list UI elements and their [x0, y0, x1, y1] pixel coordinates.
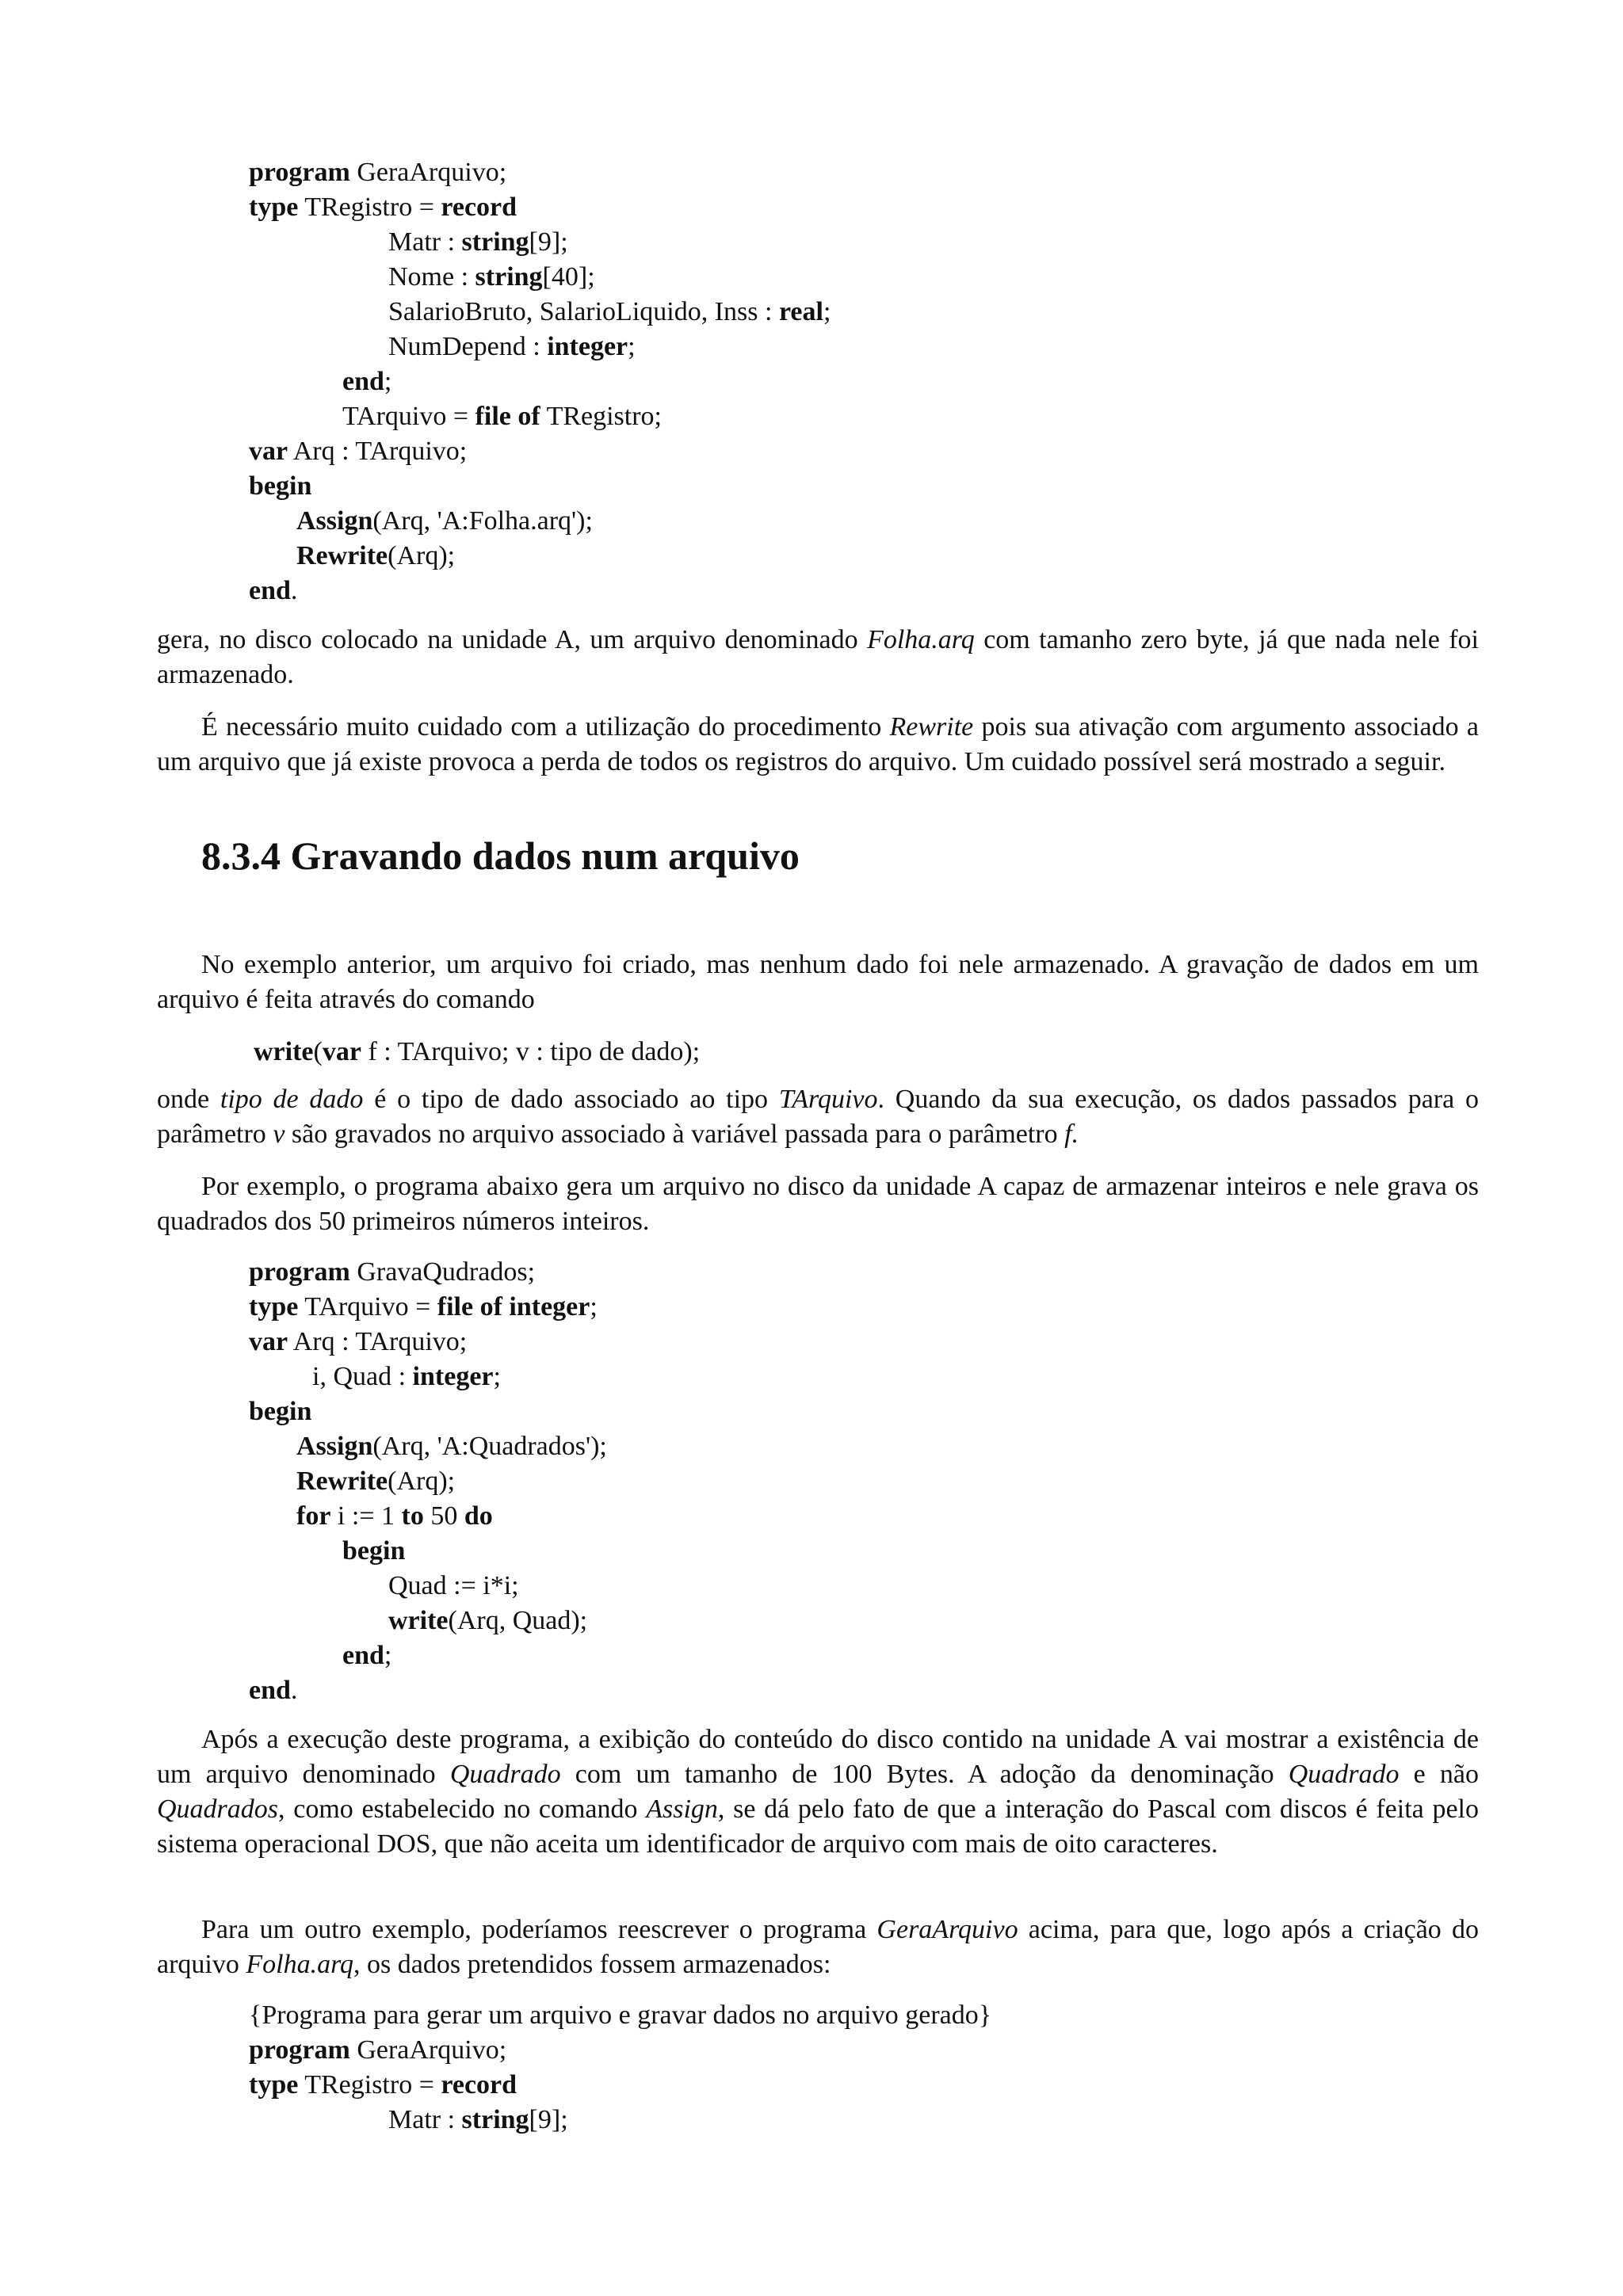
code-line [312, 1360, 501, 1394]
text-run: ; [384, 367, 392, 396]
code-comment-line [249, 1998, 991, 2033]
code-line [388, 330, 636, 364]
code-line [388, 260, 595, 295]
keyword-text: real [778, 297, 823, 326]
text-run: ; [823, 297, 831, 326]
keyword-text: Assign [296, 506, 373, 536]
keyword-text: program [249, 158, 350, 187]
code-line [249, 1673, 297, 1708]
code-line [342, 399, 662, 434]
code-line [296, 539, 455, 574]
keyword-text: string [475, 262, 543, 292]
text-run: [9]; [529, 2105, 568, 2134]
text-run: Após a execução deste programa, a exibição do conteúdo do disco contido na unidade A vai mostrar a existência de um arquivo denominado [157, 1725, 1479, 1789]
code-line [249, 1394, 311, 1429]
text-run: GeraArquivo; [349, 158, 507, 187]
text-run: onde [157, 1085, 220, 1114]
text-run: ; [384, 1641, 392, 1670]
paragraph-another-example [157, 1913, 1479, 1982]
emphasis-text: Quadrados [157, 1794, 279, 1824]
keyword-text: integer [547, 332, 628, 361]
text-run: ; [628, 332, 636, 361]
text-run: No exemplo anterior, um arquivo foi criado, mas nenhum dado foi nele armazenado. A gravação de dados em um arquivo é feita através do comando [157, 950, 1479, 1014]
code-line [249, 2068, 517, 2103]
paragraph-execution-result [157, 1722, 1479, 1862]
text-run: . [290, 576, 298, 605]
text-run: gera, no disco colocado na unidade A, um arquivo denominado [157, 625, 868, 654]
text-run: GeraArquivo; [349, 2035, 507, 2065]
keyword-text: begin [342, 1536, 406, 1566]
text-run: TArquivo = [298, 1292, 437, 1322]
code-line [296, 504, 593, 539]
text-run: f : TArquivo; v : tipo de dado); [361, 1037, 701, 1066]
paragraph-gera-description [157, 623, 1479, 692]
code-line [388, 225, 568, 260]
code-line [296, 1499, 493, 1534]
text-run: (Arq); [388, 1466, 456, 1496]
code-line [249, 190, 517, 225]
code-line [388, 1569, 519, 1604]
keyword-text: file of integer [437, 1292, 590, 1322]
keyword-text: file of [475, 402, 540, 431]
text-run: ; [493, 1362, 501, 1391]
text-run: (Arq, 'A:Folha.arq'); [372, 506, 593, 536]
text-run: TRegistro; [540, 402, 663, 431]
paragraph-example-intro [157, 1169, 1479, 1239]
text-run: [40]; [542, 262, 595, 292]
text-run: TRegistro = [298, 193, 441, 222]
keyword-text: integer [412, 1362, 494, 1391]
code-line [249, 434, 467, 469]
emphasis-text: Quadrado [1288, 1760, 1400, 1789]
text-run: Arq : TArquivo; [288, 437, 468, 466]
keyword-text: record [441, 193, 517, 222]
text-run: NumDepend : [388, 332, 548, 361]
keyword-text: string [461, 2105, 529, 2134]
text-run: , como estabelecido no comando [278, 1794, 647, 1824]
code-line [342, 1534, 405, 1569]
keyword-text: Assign [296, 1432, 373, 1461]
keyword-text: Rewrite [296, 1466, 388, 1496]
emphasis-text: GeraArquivo [876, 1915, 1018, 1944]
text-run: são gravados no arquivo associado à variável passada para o parâmetro [285, 1119, 1065, 1149]
text-run: i := 1 [330, 1501, 402, 1531]
text-run: com tamanho zero byte, já que nada nele foi armazenado. [157, 625, 1479, 689]
emphasis-text: tipo de dado [220, 1085, 364, 1114]
text-run: TArquivo = [342, 402, 475, 431]
text-run: pois sua ativação com argumento associado a um arquivo que já existe provoca a perda de todos os registros do arquivo. Um cuidado possível será mostrado a seguir. [157, 712, 1479, 776]
keyword-text: var [249, 1327, 288, 1356]
emphasis-text: Quadrado [449, 1760, 561, 1789]
text-run: (Arq, Quad); [448, 1606, 588, 1635]
text-run: . Quando da sua execução, os dados passados para o parâmetro [157, 1085, 1479, 1149]
keyword-text: type [249, 1292, 299, 1322]
code-line [249, 1325, 467, 1360]
text-run: ( [313, 1037, 323, 1066]
keyword-text: type [249, 2070, 299, 2100]
text-run: ; [590, 1292, 598, 1322]
text-run: acima, para que, logo após a criação do arquivo [157, 1915, 1479, 1979]
keyword-text: end [249, 576, 291, 605]
text-run: TRegistro = [298, 2070, 441, 2100]
text-run: Para um outro exemplo, poderíamos reescrever o programa [201, 1915, 877, 1944]
code-line [249, 574, 297, 608]
keyword-text: Rewrite [296, 541, 388, 570]
text-run: Nome : [388, 262, 475, 292]
text-run: É necessário muito cuidado com a utilização do procedimento [201, 712, 890, 742]
emphasis-text: Folha.arq [246, 1950, 354, 1979]
text-run: [9]; [529, 227, 568, 257]
paragraph-rewrite-warning [157, 710, 1479, 780]
keyword-text: type [249, 193, 299, 222]
keyword-text: end [249, 1676, 291, 1705]
keyword-text: var [322, 1037, 361, 1066]
text-run: é o tipo de dado associado ao tipo [363, 1085, 779, 1114]
emphasis-text: Assign [646, 1794, 718, 1824]
text-run: GravaQudrados; [349, 1257, 536, 1287]
code-line [296, 1464, 455, 1499]
text-run: , os dados pretendidos fossem armazenados: [353, 1950, 831, 1979]
text-run: 50 [423, 1501, 464, 1531]
text-run: i, Quad : [312, 1362, 413, 1391]
section-heading: 8.3.4 Gravando dados num arquivo [201, 833, 800, 878]
keyword-text: var [249, 437, 288, 466]
emphasis-text: v [273, 1119, 285, 1149]
text-run: Quad := i*i; [388, 1571, 519, 1600]
code-line [249, 2033, 506, 2068]
keyword-text: begin [249, 471, 312, 501]
text-run: com um tamanho de 100 Bytes. A adoção da denominação [560, 1760, 1289, 1789]
text-run: {Programa para gerar um arquivo e gravar dados no arquivo gerado} [249, 2000, 992, 2030]
keyword-text: program [249, 2035, 350, 2065]
keyword-text: write [254, 1037, 314, 1066]
keyword-text: begin [249, 1397, 312, 1426]
emphasis-text: TArquivo [778, 1085, 878, 1114]
emphasis-text: Rewrite [889, 712, 974, 742]
code-line [342, 1638, 391, 1673]
text-run: e não [1399, 1760, 1480, 1789]
keyword-text: do [464, 1501, 493, 1531]
paragraph-write-intro [157, 948, 1479, 1017]
keyword-text: record [441, 2070, 517, 2100]
keyword-text: string [461, 227, 529, 257]
text-run: SalarioBruto, SalarioLiquido, Inss : [388, 297, 779, 326]
text-run: . [290, 1676, 298, 1705]
code-line [249, 1255, 535, 1290]
text-run: Matr : [388, 2105, 462, 2134]
code-line [342, 364, 391, 399]
write-command-signature [254, 1035, 700, 1070]
emphasis-text: Folha.arq [867, 625, 975, 654]
paragraph-write-explanation [157, 1082, 1479, 1152]
keyword-text: program [249, 1257, 350, 1287]
keyword-text: end [342, 367, 384, 396]
code-line [249, 1290, 598, 1325]
text-run: , se dá pelo fato de que a interação do Pascal com discos é feita pelo sistema operacional DOS, que não aceita um identificador de arquivo com mais de oito caracteres. [157, 1794, 1479, 1859]
text-run: Por exemplo, o programa abaixo gera um arquivo no disco da unidade A capaz de armazenar inteiros e nele grava os quadrados dos 50 primeiros números inteiros. [157, 1172, 1479, 1236]
text-run: (Arq); [388, 541, 456, 570]
keyword-text: write [388, 1606, 449, 1635]
code-line [249, 469, 311, 504]
text-run: Matr : [388, 227, 462, 257]
keyword-text: end [342, 1641, 384, 1670]
text-run: Arq : TArquivo; [288, 1327, 468, 1356]
keyword-text: for [296, 1501, 331, 1531]
text-run: (Arq, 'A:Quadrados'); [372, 1432, 607, 1461]
code-line [388, 295, 831, 330]
code-line [296, 1429, 607, 1464]
code-line [388, 2103, 568, 2138]
emphasis-text: f. [1064, 1119, 1079, 1149]
keyword-text: to [401, 1501, 424, 1531]
code-line [249, 155, 506, 190]
code-line [388, 1604, 587, 1638]
